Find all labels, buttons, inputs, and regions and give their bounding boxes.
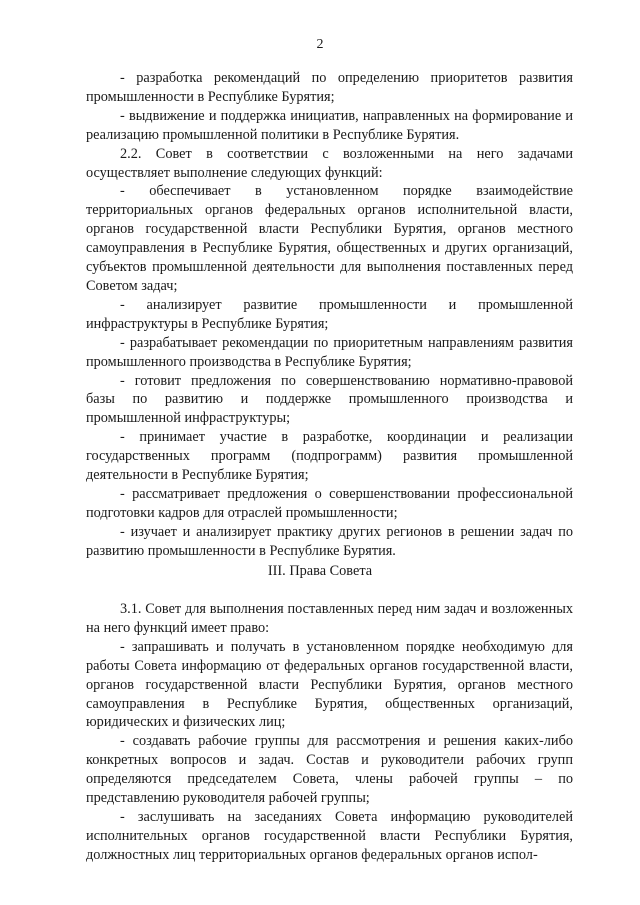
paragraph: - запрашивать и получать в установленном порядке необходимую для работы Совета информацию от федеральных органов государственной власти, органов государственной власти Республики Бурятия, органов местного самоуправления в Республике Бурятия, общественных организаций, юридических и физических лиц; bbox=[86, 638, 573, 731]
paragraph: - выдвижение и поддержка инициатив, направленных на формирование и реализацию промышленной политики в Республике Бурятия. bbox=[86, 107, 573, 143]
paragraph: 2.2. Совет в соответствии с возложенными на него задачами осуществляет выполнение следующих функций: bbox=[86, 145, 573, 181]
paragraph: - разрабатывает рекомендации по приоритетным направлениям развития промышленного производства в Республике Бурятия; bbox=[86, 334, 573, 370]
paragraph: - принимает участие в разработке, координации и реализации государственных программ (подпрограмм) развития промышленной деятельности в Республике Бурятия; bbox=[86, 429, 573, 484]
section-2-body bbox=[86, 69, 573, 561]
paragraph: - разработка рекомендаций по определению приоритетов развития промышленности в Республике Бурятия; bbox=[86, 70, 573, 105]
paragraph: - анализирует развитие промышленности и промышленной инфраструктуры в Республике Бурятия; bbox=[86, 296, 573, 332]
page-number: 2 bbox=[316, 37, 324, 52]
paragraph: - готовит предложения по совершенствованию нормативно-правовой базы по развитию и поддержке промышленного производства и промышленной инфраструктуры; bbox=[86, 372, 573, 427]
section-3-body bbox=[86, 600, 573, 865]
section-heading: III. Права Совета bbox=[267, 563, 373, 579]
paragraph: - изучает и анализирует практику других регионов в решении задач по развитию промышленности в Республике Бурятия. bbox=[86, 523, 573, 559]
paragraph: - создавать рабочие группы для рассмотрения и решения каких-либо конкретных вопросов и задач. Состав и руководители рабочих групп определяются председателем Совета, члены рабочей группы – по представлению руководителя рабочей группы; bbox=[86, 733, 573, 807]
paragraph: - рассматривает предложения о совершенствовании профессиональной подготовки кадров для отраслей промышленности; bbox=[86, 485, 573, 521]
paragraph: 3.1. Совет для выполнения поставленных перед ним задач и возложенных на него функций имеет право: bbox=[86, 601, 573, 636]
paragraph: - обеспечивает в установленном порядке взаимодействие территориальных органов федеральных органов исполнительной власти, органов государственной власти Республики Бурятия, органов местного самоуправления в Республике Бурятия, общественных и других организаций, субъектов промышленной деятельности для выполнения поставленных перед Советом задач; bbox=[86, 183, 573, 294]
paragraph: - заслушивать на заседаниях Совета информацию руководителей исполнительных органов государственной власти Республики Бурятия, должностных лиц территориальных органов федеральных органов испол- bbox=[86, 808, 573, 863]
